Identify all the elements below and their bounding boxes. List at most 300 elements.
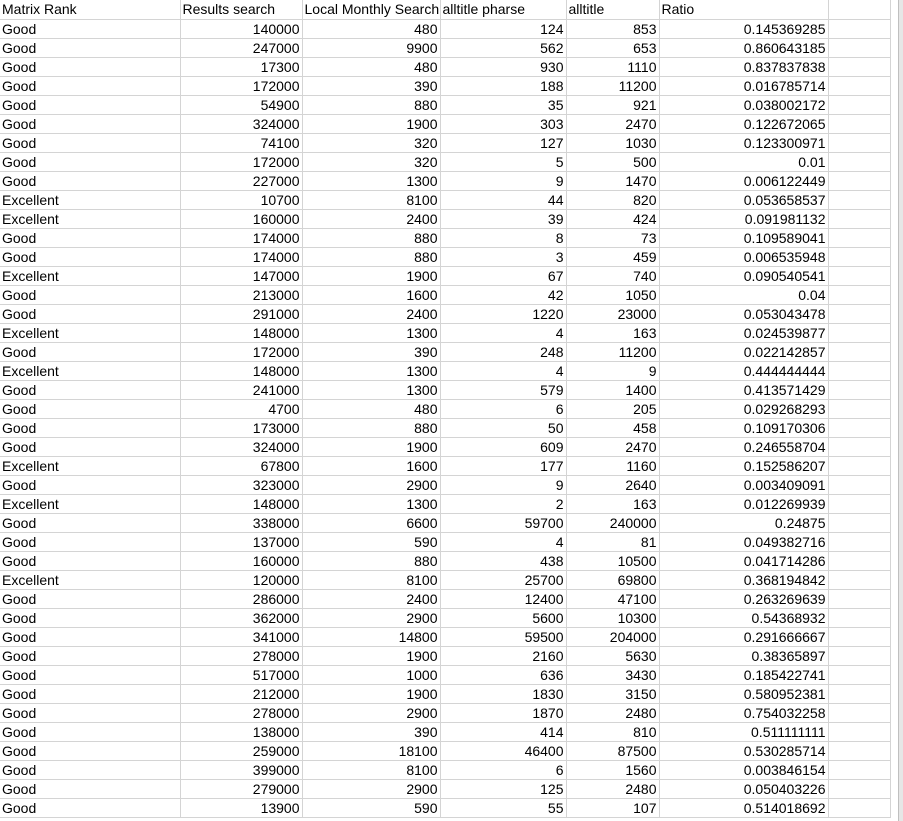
empty-cell[interactable] xyxy=(828,494,890,513)
rank-cell[interactable]: Good xyxy=(0,646,180,665)
rank-cell[interactable]: Good xyxy=(0,247,180,266)
number-cell[interactable]: 324000 xyxy=(180,437,302,456)
number-cell[interactable]: 11200 xyxy=(566,342,659,361)
number-cell[interactable]: 880 xyxy=(302,247,440,266)
number-cell[interactable]: 500 xyxy=(566,152,659,171)
number-cell[interactable]: 1900 xyxy=(302,646,440,665)
number-cell[interactable]: 1300 xyxy=(302,380,440,399)
number-cell[interactable]: 138000 xyxy=(180,722,302,741)
rank-cell[interactable]: Good xyxy=(0,741,180,760)
number-cell[interactable]: 0.053658537 xyxy=(659,190,828,209)
rank-cell[interactable]: Good xyxy=(0,380,180,399)
number-cell[interactable]: 87500 xyxy=(566,741,659,760)
empty-cell[interactable] xyxy=(828,114,890,133)
rank-cell[interactable]: Good xyxy=(0,228,180,247)
empty-cell[interactable] xyxy=(828,570,890,589)
number-cell[interactable]: 609 xyxy=(440,437,566,456)
number-cell[interactable]: 188 xyxy=(440,76,566,95)
empty-cell[interactable] xyxy=(828,304,890,323)
column-header-cell[interactable] xyxy=(302,0,440,19)
rank-cell[interactable]: Good xyxy=(0,114,180,133)
empty-cell[interactable] xyxy=(828,247,890,266)
number-cell[interactable]: 148000 xyxy=(180,361,302,380)
number-cell[interactable]: 47100 xyxy=(566,589,659,608)
number-cell[interactable]: 8100 xyxy=(302,570,440,589)
column-header-cell[interactable] xyxy=(566,0,659,19)
number-cell[interactable]: 213000 xyxy=(180,285,302,304)
empty-cell[interactable] xyxy=(828,38,890,57)
rank-cell[interactable]: Good xyxy=(0,437,180,456)
number-cell[interactable]: 853 xyxy=(566,19,659,38)
number-cell[interactable]: 0.109589041 xyxy=(659,228,828,247)
number-cell[interactable]: 55 xyxy=(440,798,566,817)
number-cell[interactable]: 590 xyxy=(302,798,440,817)
number-cell[interactable]: 2400 xyxy=(302,589,440,608)
number-cell[interactable]: 653 xyxy=(566,38,659,57)
number-cell[interactable]: 0.022142857 xyxy=(659,342,828,361)
number-cell[interactable]: 459 xyxy=(566,247,659,266)
number-cell[interactable]: 1050 xyxy=(566,285,659,304)
number-cell[interactable]: 2 xyxy=(440,494,566,513)
number-cell[interactable]: 44 xyxy=(440,190,566,209)
rank-cell[interactable]: Good xyxy=(0,532,180,551)
number-cell[interactable]: 9900 xyxy=(302,38,440,57)
number-cell[interactable]: 42 xyxy=(440,285,566,304)
empty-cell[interactable] xyxy=(828,0,890,19)
number-cell[interactable]: 320 xyxy=(302,133,440,152)
number-cell[interactable]: 740 xyxy=(566,266,659,285)
number-cell[interactable]: 0.006122449 xyxy=(659,171,828,190)
number-cell[interactable]: 5630 xyxy=(566,646,659,665)
number-cell[interactable]: 2400 xyxy=(302,304,440,323)
number-cell[interactable]: 0.041714286 xyxy=(659,551,828,570)
rank-cell[interactable]: Excellent xyxy=(0,190,180,209)
empty-cell[interactable] xyxy=(828,627,890,646)
number-cell[interactable]: 4 xyxy=(440,323,566,342)
column-header-cell[interactable] xyxy=(659,0,828,19)
number-cell[interactable]: 9 xyxy=(566,361,659,380)
number-cell[interactable]: 0.754032258 xyxy=(659,703,828,722)
rank-cell[interactable]: Excellent xyxy=(0,494,180,513)
rank-cell[interactable]: Excellent xyxy=(0,209,180,228)
rank-cell[interactable]: Excellent xyxy=(0,570,180,589)
rank-cell[interactable]: Good xyxy=(0,779,180,798)
number-cell[interactable]: 921 xyxy=(566,95,659,114)
number-cell[interactable]: 1300 xyxy=(302,361,440,380)
number-cell[interactable]: 0.016785714 xyxy=(659,76,828,95)
column-header-cell[interactable] xyxy=(0,0,180,19)
number-cell[interactable]: 35 xyxy=(440,95,566,114)
number-cell[interactable]: 2640 xyxy=(566,475,659,494)
number-cell[interactable]: 10500 xyxy=(566,551,659,570)
number-cell[interactable]: 127 xyxy=(440,133,566,152)
number-cell[interactable]: 174000 xyxy=(180,247,302,266)
number-cell[interactable]: 5 xyxy=(440,152,566,171)
rank-cell[interactable]: Good xyxy=(0,152,180,171)
number-cell[interactable]: 1900 xyxy=(302,437,440,456)
number-cell[interactable]: 4 xyxy=(440,361,566,380)
number-cell[interactable]: 0.185422741 xyxy=(659,665,828,684)
rank-cell[interactable]: Good xyxy=(0,285,180,304)
empty-cell[interactable] xyxy=(828,608,890,627)
number-cell[interactable]: 0.291666667 xyxy=(659,627,828,646)
empty-cell[interactable] xyxy=(828,589,890,608)
number-cell[interactable]: 13900 xyxy=(180,798,302,817)
empty-cell[interactable] xyxy=(828,95,890,114)
rank-cell[interactable]: Good xyxy=(0,304,180,323)
number-cell[interactable]: 1030 xyxy=(566,133,659,152)
number-cell[interactable]: 0.012269939 xyxy=(659,494,828,513)
number-cell[interactable]: 4 xyxy=(440,532,566,551)
number-cell[interactable]: 25700 xyxy=(440,570,566,589)
number-cell[interactable]: 6 xyxy=(440,399,566,418)
number-cell[interactable]: 0.049382716 xyxy=(659,532,828,551)
number-cell[interactable]: 0.04 xyxy=(659,285,828,304)
number-cell[interactable]: 1220 xyxy=(440,304,566,323)
number-cell[interactable]: 0.038002172 xyxy=(659,95,828,114)
number-cell[interactable]: 1870 xyxy=(440,703,566,722)
number-cell[interactable]: 880 xyxy=(302,551,440,570)
number-cell[interactable]: 2900 xyxy=(302,608,440,627)
number-cell[interactable]: 9 xyxy=(440,475,566,494)
number-cell[interactable]: 438 xyxy=(440,551,566,570)
rank-cell[interactable]: Good xyxy=(0,513,180,532)
number-cell[interactable]: 324000 xyxy=(180,114,302,133)
rank-cell[interactable]: Good xyxy=(0,399,180,418)
number-cell[interactable]: 173000 xyxy=(180,418,302,437)
empty-cell[interactable] xyxy=(828,475,890,494)
empty-cell[interactable] xyxy=(828,133,890,152)
number-cell[interactable]: 810 xyxy=(566,722,659,741)
number-cell[interactable]: 278000 xyxy=(180,646,302,665)
number-cell[interactable]: 140000 xyxy=(180,19,302,38)
rank-cell[interactable]: Excellent xyxy=(0,361,180,380)
number-cell[interactable]: 14800 xyxy=(302,627,440,646)
number-cell[interactable]: 0.029268293 xyxy=(659,399,828,418)
empty-cell[interactable] xyxy=(828,665,890,684)
rank-cell[interactable]: Good xyxy=(0,418,180,437)
number-cell[interactable]: 0.090540541 xyxy=(659,266,828,285)
number-cell[interactable]: 279000 xyxy=(180,779,302,798)
number-cell[interactable]: 286000 xyxy=(180,589,302,608)
number-cell[interactable]: 880 xyxy=(302,228,440,247)
number-cell[interactable]: 259000 xyxy=(180,741,302,760)
rank-cell[interactable]: Good xyxy=(0,171,180,190)
number-cell[interactable]: 291000 xyxy=(180,304,302,323)
number-cell[interactable]: 0.145369285 xyxy=(659,19,828,38)
number-cell[interactable]: 73 xyxy=(566,228,659,247)
rank-cell[interactable]: Good xyxy=(0,665,180,684)
number-cell[interactable]: 0.123300971 xyxy=(659,133,828,152)
number-cell[interactable]: 1600 xyxy=(302,456,440,475)
number-cell[interactable]: 1000 xyxy=(302,665,440,684)
empty-cell[interactable] xyxy=(828,722,890,741)
number-cell[interactable]: 323000 xyxy=(180,475,302,494)
number-cell[interactable]: 240000 xyxy=(566,513,659,532)
number-cell[interactable]: 137000 xyxy=(180,532,302,551)
empty-cell[interactable] xyxy=(828,551,890,570)
number-cell[interactable]: 0.053043478 xyxy=(659,304,828,323)
number-cell[interactable]: 1900 xyxy=(302,114,440,133)
empty-cell[interactable] xyxy=(828,399,890,418)
number-cell[interactable]: 2470 xyxy=(566,437,659,456)
number-cell[interactable]: 0.091981132 xyxy=(659,209,828,228)
number-cell[interactable]: 1300 xyxy=(302,171,440,190)
number-cell[interactable]: 2470 xyxy=(566,114,659,133)
number-cell[interactable]: 480 xyxy=(302,57,440,76)
empty-cell[interactable] xyxy=(828,171,890,190)
rank-cell[interactable]: Good xyxy=(0,684,180,703)
rank-cell[interactable]: Excellent xyxy=(0,266,180,285)
empty-cell[interactable] xyxy=(828,209,890,228)
empty-cell[interactable] xyxy=(828,342,890,361)
rank-cell[interactable]: Good xyxy=(0,798,180,817)
number-cell[interactable]: 107 xyxy=(566,798,659,817)
number-cell[interactable]: 2900 xyxy=(302,703,440,722)
number-cell[interactable]: 0.580952381 xyxy=(659,684,828,703)
number-cell[interactable]: 399000 xyxy=(180,760,302,779)
number-cell[interactable]: 23000 xyxy=(566,304,659,323)
number-cell[interactable]: 177 xyxy=(440,456,566,475)
number-cell[interactable]: 362000 xyxy=(180,608,302,627)
number-cell[interactable]: 1110 xyxy=(566,57,659,76)
number-cell[interactable]: 172000 xyxy=(180,342,302,361)
rank-cell[interactable]: Good xyxy=(0,551,180,570)
number-cell[interactable]: 2900 xyxy=(302,779,440,798)
empty-cell[interactable] xyxy=(828,418,890,437)
empty-cell[interactable] xyxy=(828,703,890,722)
number-cell[interactable]: 458 xyxy=(566,418,659,437)
empty-cell[interactable] xyxy=(828,361,890,380)
number-cell[interactable]: 820 xyxy=(566,190,659,209)
number-cell[interactable]: 59700 xyxy=(440,513,566,532)
rank-cell[interactable]: Good xyxy=(0,627,180,646)
empty-cell[interactable] xyxy=(828,798,890,817)
number-cell[interactable]: 3430 xyxy=(566,665,659,684)
number-cell[interactable]: 0.514018692 xyxy=(659,798,828,817)
empty-cell[interactable] xyxy=(828,152,890,171)
empty-cell[interactable] xyxy=(828,741,890,760)
number-cell[interactable]: 124 xyxy=(440,19,566,38)
rank-cell[interactable]: Good xyxy=(0,133,180,152)
number-cell[interactable]: 6 xyxy=(440,760,566,779)
empty-cell[interactable] xyxy=(828,285,890,304)
rank-cell[interactable]: Excellent xyxy=(0,456,180,475)
number-cell[interactable]: 0.024539877 xyxy=(659,323,828,342)
number-cell[interactable]: 8100 xyxy=(302,190,440,209)
number-cell[interactable]: 163 xyxy=(566,323,659,342)
empty-cell[interactable] xyxy=(828,779,890,798)
number-cell[interactable]: 1600 xyxy=(302,285,440,304)
rank-cell[interactable]: Good xyxy=(0,703,180,722)
number-cell[interactable]: 172000 xyxy=(180,76,302,95)
number-cell[interactable]: 125 xyxy=(440,779,566,798)
number-cell[interactable]: 0.246558704 xyxy=(659,437,828,456)
number-cell[interactable]: 0.38365897 xyxy=(659,646,828,665)
empty-cell[interactable] xyxy=(828,456,890,475)
number-cell[interactable]: 0.511111111 xyxy=(659,722,828,741)
number-cell[interactable]: 50 xyxy=(440,418,566,437)
number-cell[interactable]: 562 xyxy=(440,38,566,57)
column-header-cell[interactable] xyxy=(180,0,302,19)
number-cell[interactable]: 338000 xyxy=(180,513,302,532)
number-cell[interactable]: 147000 xyxy=(180,266,302,285)
number-cell[interactable]: 424 xyxy=(566,209,659,228)
empty-cell[interactable] xyxy=(828,684,890,703)
rank-cell[interactable]: Good xyxy=(0,95,180,114)
number-cell[interactable]: 0.006535948 xyxy=(659,247,828,266)
number-cell[interactable]: 8 xyxy=(440,228,566,247)
number-cell[interactable]: 2900 xyxy=(302,475,440,494)
number-cell[interactable]: 0.368194842 xyxy=(659,570,828,589)
number-cell[interactable]: 0.122672065 xyxy=(659,114,828,133)
rank-cell[interactable]: Good xyxy=(0,475,180,494)
number-cell[interactable]: 69800 xyxy=(566,570,659,589)
number-cell[interactable]: 0.444444444 xyxy=(659,361,828,380)
rank-cell[interactable]: Good xyxy=(0,76,180,95)
number-cell[interactable]: 930 xyxy=(440,57,566,76)
number-cell[interactable]: 247000 xyxy=(180,38,302,57)
rank-cell[interactable]: Good xyxy=(0,19,180,38)
number-cell[interactable]: 120000 xyxy=(180,570,302,589)
number-cell[interactable]: 1560 xyxy=(566,760,659,779)
number-cell[interactable]: 303 xyxy=(440,114,566,133)
number-cell[interactable]: 172000 xyxy=(180,152,302,171)
number-cell[interactable]: 0.109170306 xyxy=(659,418,828,437)
number-cell[interactable]: 204000 xyxy=(566,627,659,646)
empty-cell[interactable] xyxy=(828,437,890,456)
number-cell[interactable]: 10700 xyxy=(180,190,302,209)
number-cell[interactable]: 11200 xyxy=(566,76,659,95)
number-cell[interactable]: 74100 xyxy=(180,133,302,152)
number-cell[interactable]: 1830 xyxy=(440,684,566,703)
number-cell[interactable]: 480 xyxy=(302,19,440,38)
number-cell[interactable]: 0.01 xyxy=(659,152,828,171)
number-cell[interactable]: 212000 xyxy=(180,684,302,703)
empty-cell[interactable] xyxy=(828,532,890,551)
empty-cell[interactable] xyxy=(828,228,890,247)
number-cell[interactable]: 590 xyxy=(302,532,440,551)
number-cell[interactable]: 0.860643185 xyxy=(659,38,828,57)
number-cell[interactable]: 0.050403226 xyxy=(659,779,828,798)
empty-cell[interactable] xyxy=(828,190,890,209)
number-cell[interactable]: 2480 xyxy=(566,779,659,798)
number-cell[interactable]: 174000 xyxy=(180,228,302,247)
number-cell[interactable]: 4700 xyxy=(180,399,302,418)
empty-cell[interactable] xyxy=(828,19,890,38)
number-cell[interactable]: 10300 xyxy=(566,608,659,627)
number-cell[interactable]: 46400 xyxy=(440,741,566,760)
number-cell[interactable]: 579 xyxy=(440,380,566,399)
rank-cell[interactable]: Good xyxy=(0,38,180,57)
rank-cell[interactable]: Good xyxy=(0,57,180,76)
rank-cell[interactable]: Excellent xyxy=(0,323,180,342)
number-cell[interactable]: 227000 xyxy=(180,171,302,190)
empty-cell[interactable] xyxy=(828,76,890,95)
number-cell[interactable]: 6600 xyxy=(302,513,440,532)
number-cell[interactable]: 67 xyxy=(440,266,566,285)
number-cell[interactable]: 0.24875 xyxy=(659,513,828,532)
number-cell[interactable]: 1470 xyxy=(566,171,659,190)
number-cell[interactable]: 0.003846154 xyxy=(659,760,828,779)
number-cell[interactable]: 636 xyxy=(440,665,566,684)
number-cell[interactable]: 160000 xyxy=(180,551,302,570)
number-cell[interactable]: 480 xyxy=(302,399,440,418)
number-cell[interactable]: 9 xyxy=(440,171,566,190)
empty-cell[interactable] xyxy=(828,57,890,76)
number-cell[interactable]: 163 xyxy=(566,494,659,513)
number-cell[interactable]: 0.837837838 xyxy=(659,57,828,76)
number-cell[interactable]: 54900 xyxy=(180,95,302,114)
number-cell[interactable]: 414 xyxy=(440,722,566,741)
number-cell[interactable]: 148000 xyxy=(180,323,302,342)
number-cell[interactable]: 148000 xyxy=(180,494,302,513)
number-cell[interactable]: 0.413571429 xyxy=(659,380,828,399)
number-cell[interactable]: 248 xyxy=(440,342,566,361)
rank-cell[interactable]: Good xyxy=(0,342,180,361)
number-cell[interactable]: 341000 xyxy=(180,627,302,646)
empty-cell[interactable] xyxy=(828,380,890,399)
rank-cell[interactable]: Good xyxy=(0,589,180,608)
number-cell[interactable]: 320 xyxy=(302,152,440,171)
rank-cell[interactable]: Good xyxy=(0,608,180,627)
rank-cell[interactable]: Good xyxy=(0,760,180,779)
number-cell[interactable]: 1300 xyxy=(302,323,440,342)
number-cell[interactable]: 1400 xyxy=(566,380,659,399)
empty-cell[interactable] xyxy=(828,323,890,342)
vertical-scrollbar[interactable] xyxy=(898,0,903,821)
number-cell[interactable]: 0.152586207 xyxy=(659,456,828,475)
number-cell[interactable]: 67800 xyxy=(180,456,302,475)
number-cell[interactable]: 17300 xyxy=(180,57,302,76)
number-cell[interactable]: 390 xyxy=(302,76,440,95)
number-cell[interactable]: 8100 xyxy=(302,760,440,779)
number-cell[interactable]: 2480 xyxy=(566,703,659,722)
number-cell[interactable]: 160000 xyxy=(180,209,302,228)
number-cell[interactable]: 5600 xyxy=(440,608,566,627)
number-cell[interactable]: 18100 xyxy=(302,741,440,760)
number-cell[interactable]: 1300 xyxy=(302,494,440,513)
number-cell[interactable]: 0.263269639 xyxy=(659,589,828,608)
column-header-cell[interactable] xyxy=(440,0,566,19)
number-cell[interactable]: 39 xyxy=(440,209,566,228)
number-cell[interactable]: 278000 xyxy=(180,703,302,722)
number-cell[interactable]: 81 xyxy=(566,532,659,551)
number-cell[interactable]: 3 xyxy=(440,247,566,266)
number-cell[interactable]: 1900 xyxy=(302,266,440,285)
number-cell[interactable]: 0.54368932 xyxy=(659,608,828,627)
number-cell[interactable]: 2400 xyxy=(302,209,440,228)
number-cell[interactable]: 2160 xyxy=(440,646,566,665)
empty-cell[interactable] xyxy=(828,760,890,779)
number-cell[interactable]: 880 xyxy=(302,95,440,114)
empty-cell[interactable] xyxy=(828,646,890,665)
number-cell[interactable]: 390 xyxy=(302,722,440,741)
number-cell[interactable]: 0.530285714 xyxy=(659,741,828,760)
rank-cell[interactable]: Good xyxy=(0,722,180,741)
number-cell[interactable]: 517000 xyxy=(180,665,302,684)
number-cell[interactable]: 390 xyxy=(302,342,440,361)
number-cell[interactable]: 59500 xyxy=(440,627,566,646)
number-cell[interactable]: 880 xyxy=(302,418,440,437)
number-cell[interactable]: 241000 xyxy=(180,380,302,399)
number-cell[interactable]: 3150 xyxy=(566,684,659,703)
number-cell[interactable]: 205 xyxy=(566,399,659,418)
number-cell[interactable]: 0.003409091 xyxy=(659,475,828,494)
empty-cell[interactable] xyxy=(828,266,890,285)
number-cell[interactable]: 1160 xyxy=(566,456,659,475)
number-cell[interactable]: 12400 xyxy=(440,589,566,608)
